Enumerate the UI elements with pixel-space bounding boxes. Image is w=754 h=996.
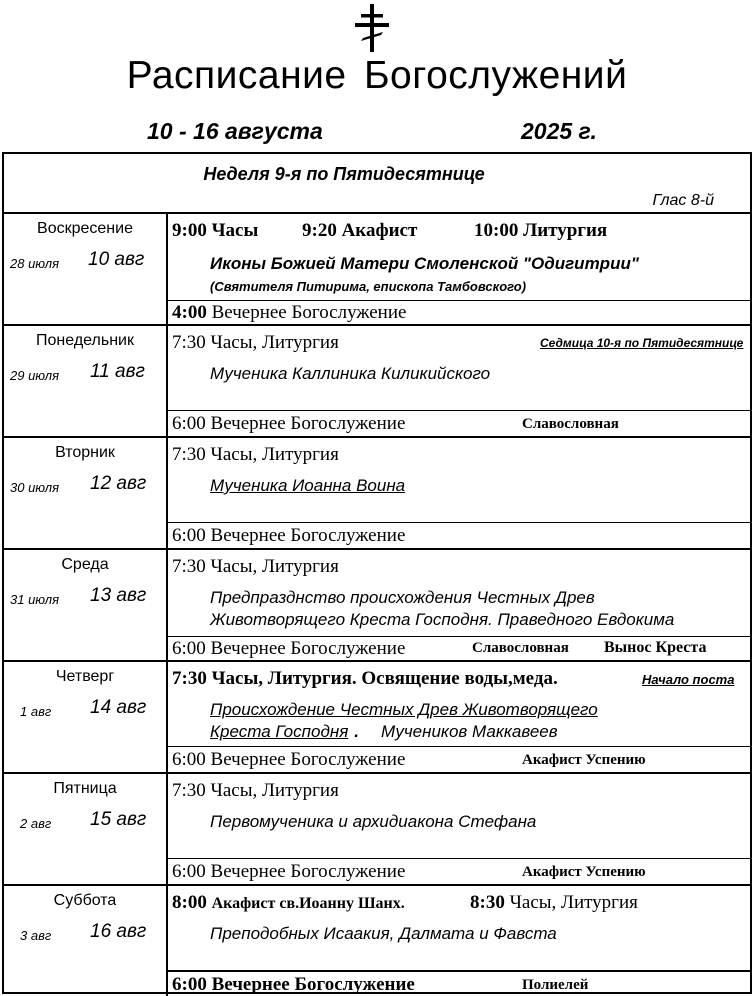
date-range: 10 - 16 августа	[147, 118, 323, 144]
orthodox-cross-icon	[351, 4, 393, 52]
weekday: Среда	[61, 556, 109, 573]
service-time: 8:00	[172, 892, 207, 913]
evening-service	[168, 858, 750, 884]
service-time: 7:30 Часы, Литургия	[172, 556, 339, 577]
day-row-wednesday	[4, 550, 750, 662]
evening-service	[168, 300, 750, 324]
week-note: Седмица 10-я по Пятидесятнице	[540, 336, 744, 350]
evening-service	[168, 970, 750, 996]
old-style-date: 2 авг	[20, 816, 52, 831]
fast-note: Начало поста	[642, 672, 735, 687]
day-row-tuesday	[4, 438, 750, 550]
feast: Мученика Иоанна Воина	[210, 476, 406, 495]
feast-line-2-b: Мучеников Маккавеев	[381, 722, 558, 741]
evening-label: 6:00 Вечернее Богослужение	[172, 749, 406, 770]
day-row-monday	[4, 326, 750, 438]
evening-note-2: Вынос Креста	[604, 639, 707, 656]
day-row-sunday	[4, 214, 750, 326]
new-style-date: 13 авг	[90, 585, 147, 606]
feast: Иконы Божией Матери Смоленской "Одигитрии"	[210, 254, 639, 273]
week-header	[4, 154, 750, 214]
service-time: 7:30 Часы, Литургия	[172, 444, 339, 465]
service-time: 7:30 Часы, Литургия	[172, 332, 339, 353]
new-style-date: 12 авг	[90, 473, 147, 494]
new-style-date: 10 авг	[88, 249, 145, 270]
weekday: Четверг	[55, 668, 115, 685]
weekday: Воскресение	[37, 220, 133, 237]
old-style-date: 30 июля	[10, 480, 60, 495]
feast-line-2-dot: .	[354, 722, 360, 741]
evening-service	[168, 522, 750, 548]
feast: Происхождение Честных Древ Животворящего	[210, 700, 598, 719]
evening-time: 4:00	[172, 302, 207, 323]
weekday: Пятница	[53, 780, 117, 797]
evening-label: 6:00 Вечернее Богослужение	[172, 413, 406, 434]
service-time: 7:30 Часы, Литургия. Освящение воды,меда.	[172, 668, 558, 689]
evening-service	[168, 636, 750, 660]
weekday: Вторник	[55, 444, 115, 461]
old-style-date: 3 авг	[20, 928, 52, 943]
service-time: 7:30 Часы, Литургия	[172, 780, 339, 801]
schedule-table	[2, 152, 752, 994]
week-title: Неделя 9-я по Пятидесятнице	[203, 164, 485, 184]
evening-label: 6:00 Вечернее Богослужение	[172, 974, 415, 995]
old-style-date: 1 авг	[20, 704, 52, 719]
evening-service	[168, 410, 750, 436]
new-style-date: 11 авг	[90, 361, 145, 382]
day-row-saturday	[4, 886, 750, 996]
evening-label: Вечернее Богослужение	[211, 302, 407, 323]
evening-note: Славословная	[522, 416, 619, 432]
year: 2025 г.	[521, 118, 597, 144]
evening-note: Славословная	[472, 640, 569, 656]
page-title: Расписание Богослужений	[126, 54, 628, 97]
weekday: Понедельник	[36, 332, 134, 349]
service-label: Акафист св.Иоанну Шанх.	[211, 895, 405, 912]
weekday: Суббота	[53, 892, 117, 909]
old-style-date: 28 июля	[10, 256, 60, 271]
evening-note: Акафист Успению	[522, 864, 646, 880]
new-style-date: 15 авг	[90, 809, 147, 830]
service-time: 9:20 Акафист	[302, 220, 418, 241]
new-style-date: 16 авг	[90, 921, 147, 942]
new-style-date: 14 авг	[90, 697, 147, 718]
evening-label: 6:00 Вечернее Богослужение	[172, 638, 406, 659]
evening-note: Акафист Успению	[522, 752, 646, 768]
service-time: 8:30	[470, 892, 505, 913]
feast: Преподобных Исаакия, Далмата и Фавста	[210, 924, 557, 943]
evening-note: Полиелей	[522, 977, 589, 993]
feast: Мученика Каллиника Киликийского	[210, 364, 491, 383]
old-style-date: 29 июля	[10, 368, 60, 383]
service-time: 9:00 Часы	[172, 220, 259, 241]
day-row-friday	[4, 774, 750, 886]
evening-label: 6:00 Вечернее Богослужение	[172, 525, 406, 546]
tone: Глас 8-й	[652, 192, 714, 209]
feast: Предпразднство происхождения Честных Древ	[210, 588, 595, 607]
feast-line-2	[210, 722, 558, 742]
service-label: Часы, Литургия	[509, 892, 638, 913]
feast: Первомученика и архидиакона Стефана	[210, 812, 537, 831]
feast-line-2-a: Креста Господня	[210, 722, 349, 741]
day-row-thursday	[4, 662, 750, 774]
feast-secondary: (Святителя Питирима, епископа Тамбовского)	[210, 279, 527, 294]
service-time: 10:00 Литургия	[474, 220, 608, 241]
evening-service	[168, 746, 750, 772]
old-style-date: 31 июля	[10, 592, 60, 607]
feast-line-2: Животворящего Креста Господня. Праведного Евдокима	[210, 610, 675, 629]
evening-label: 6:00 Вечернее Богослужение	[172, 861, 406, 882]
